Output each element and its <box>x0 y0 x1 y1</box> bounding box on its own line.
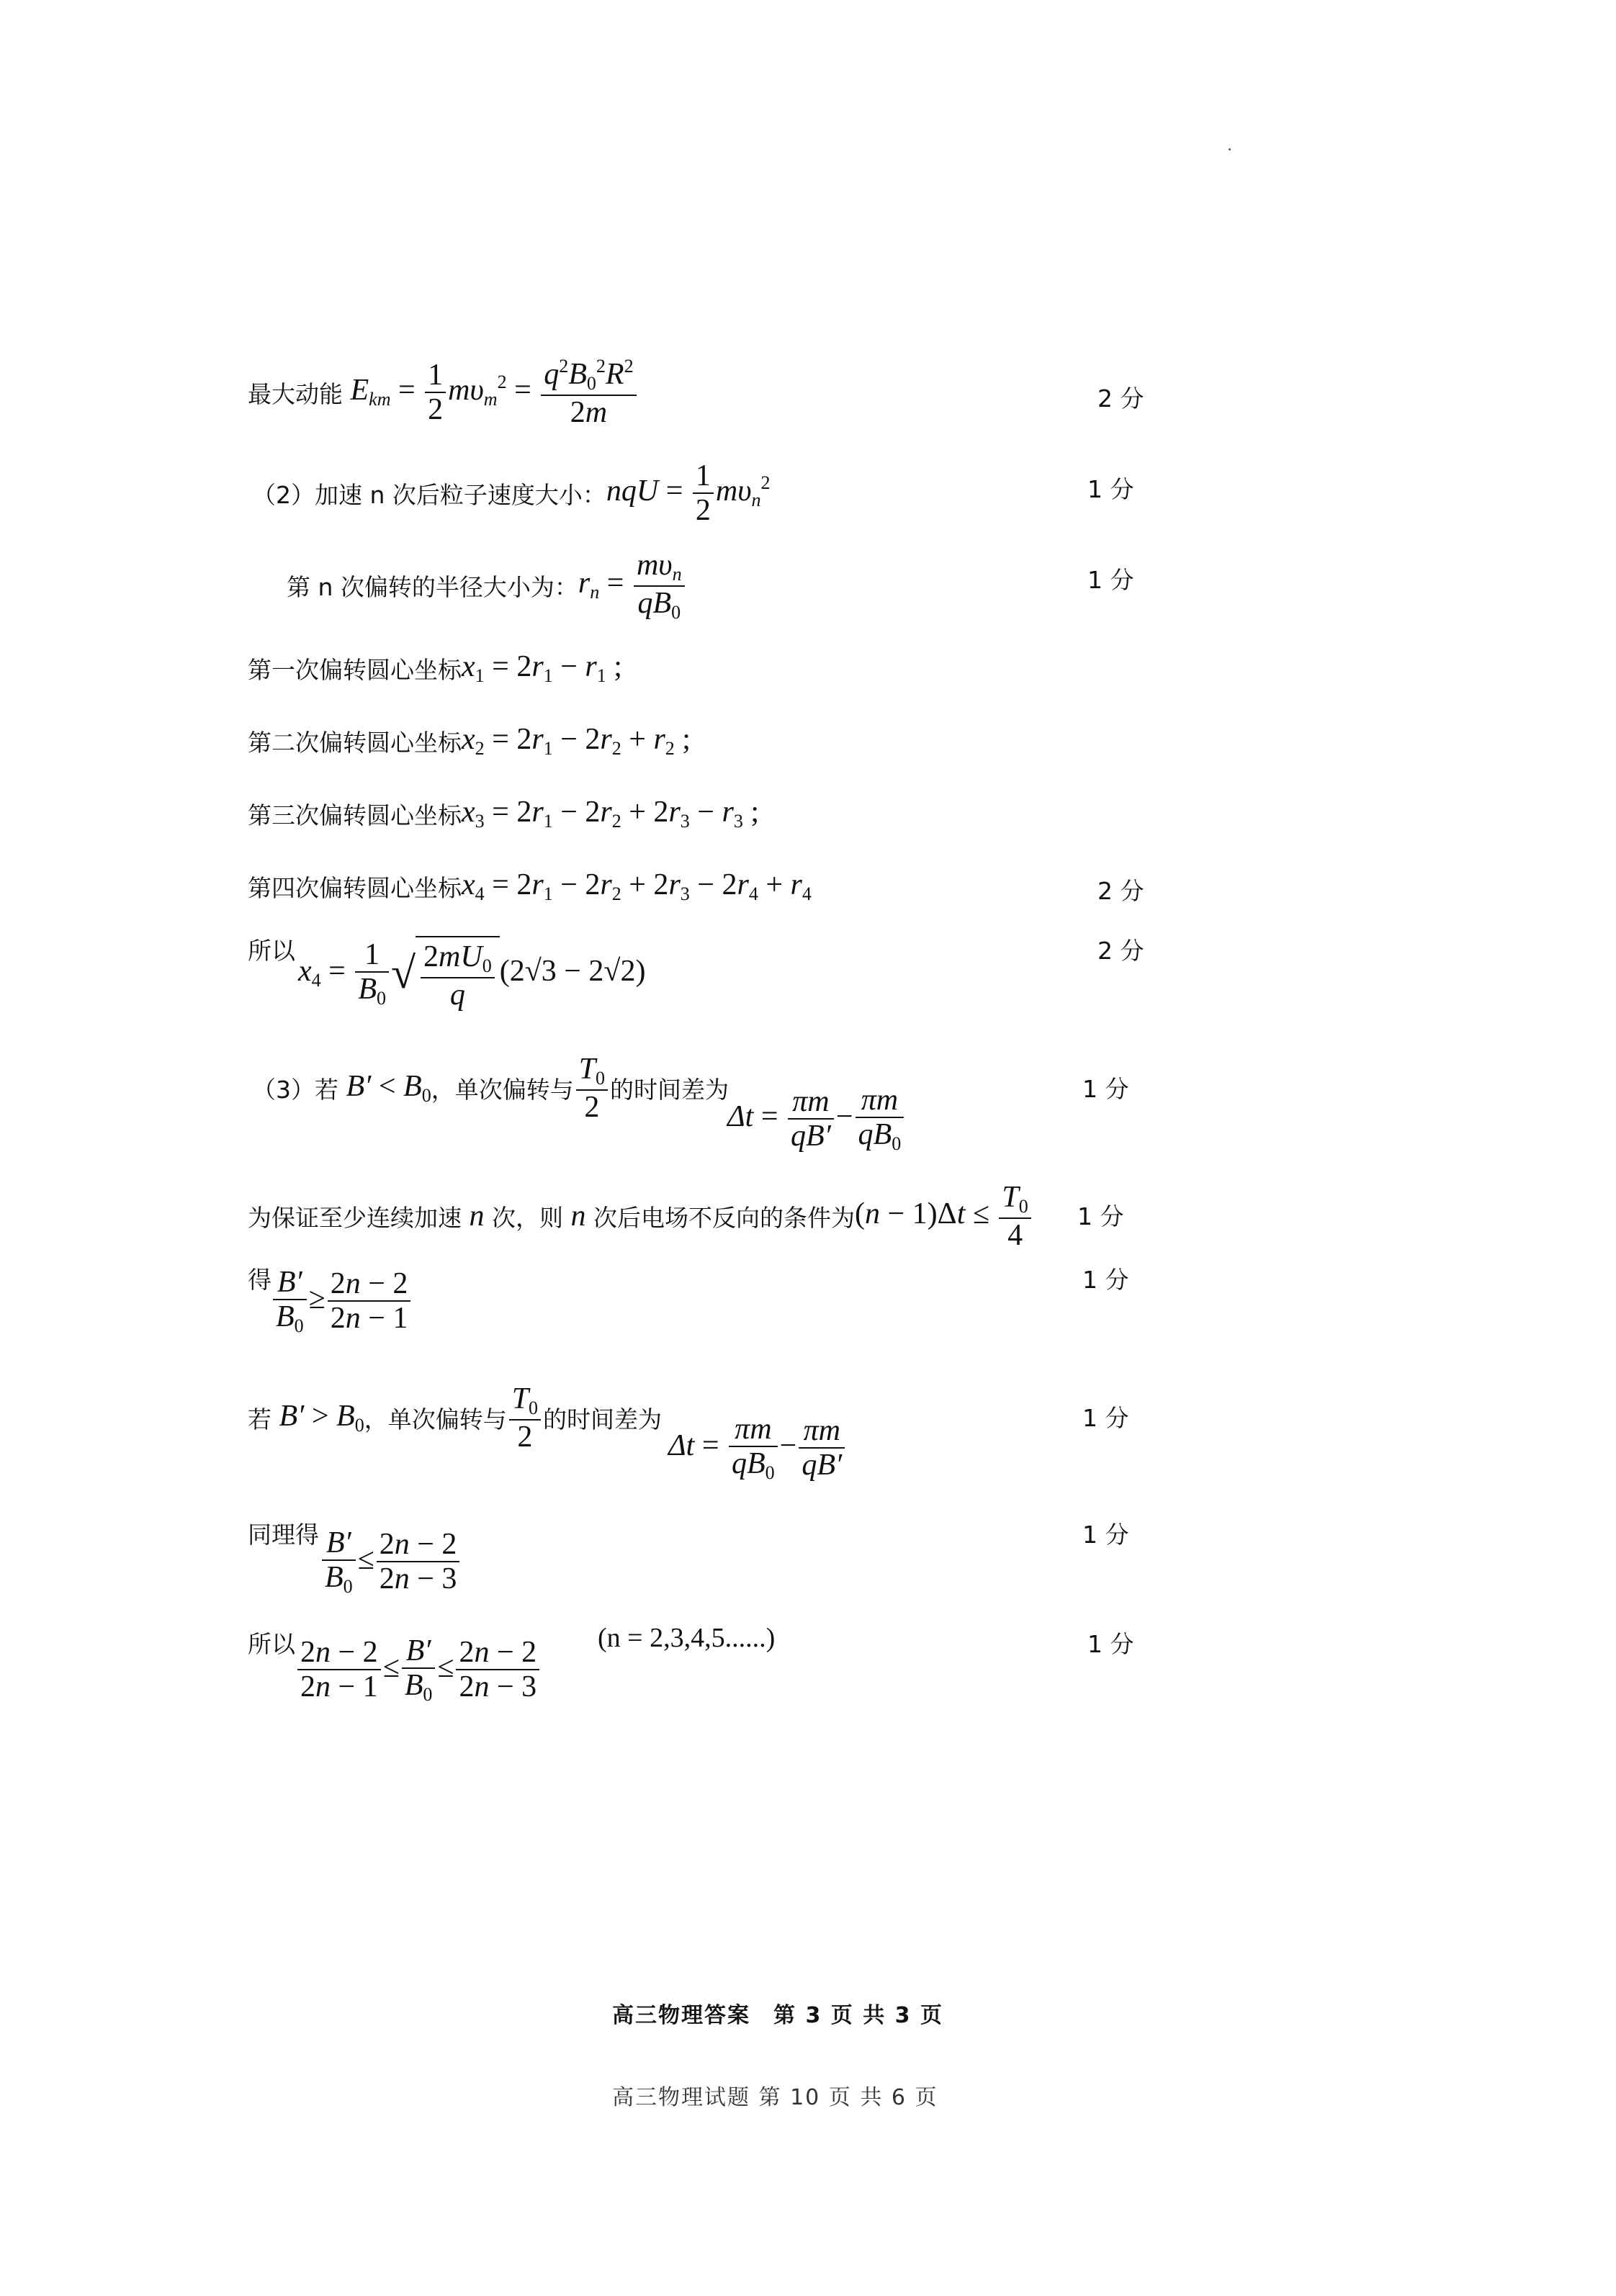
scan-dot <box>1229 148 1231 150</box>
line-center-1 <box>248 649 622 687</box>
formula-final-range: $\frac{2n - 2}{2n - 1}$ ≤ $\frac{B'}{B_0}$ ≤ $\frac{2n - 2}{2n - 3}$ <box>295 1634 542 1706</box>
label-time-diff: 的时间差为 <box>610 1075 730 1104</box>
line-center-3 <box>248 795 759 832</box>
score-11: 1 分 <box>1082 1266 1129 1294</box>
score-1: 2 分 <box>1097 384 1144 413</box>
line-center-4 <box>248 868 812 905</box>
score-9: 1 分 <box>1082 1075 1129 1103</box>
footer-answer-page: 高三物理答案 第 3 页 共 3 页 <box>612 2003 943 2028</box>
formula-b-greater: $B' > B_0$ <box>271 1400 364 1436</box>
score-7: 2 分 <box>1097 877 1144 905</box>
formula-ratio-lower: $\frac{B'}{B_0}$ ≥ $\frac{2n - 2}{2n - 1}$ <box>271 1266 413 1337</box>
formula-center-3: $x_3 = 2r_1 - 2r_2 + 2r_3 - r_3$ ; <box>462 796 760 832</box>
label-velocity-after-n: （2）加速 n 次后粒子速度大小： <box>252 480 606 509</box>
label-max-kinetic-energy: 最大动能 <box>248 379 343 408</box>
label-times-then: 次，则 <box>492 1203 563 1232</box>
var-n-1: n <box>462 1199 492 1233</box>
label-ensure: 为保证至少连续加速 <box>248 1203 462 1232</box>
label-therefore-2: 所以 <box>248 1630 295 1658</box>
formula-center-1: $x_1 = 2r_1 - r_1$ ; <box>462 650 622 686</box>
label-if-3: （3）若 <box>252 1075 338 1104</box>
score-13: 1 分 <box>1082 1521 1129 1549</box>
formula-max-kinetic-energy: $E_{km}$ = $\frac{1}{2}$ $m\upsilon_m^2$ = $\frac{q^2B_0^2R^2}{2m}$ <box>343 356 639 429</box>
score-2: 1 分 <box>1087 475 1134 503</box>
score-8: 2 分 <box>1097 937 1144 965</box>
line-radius-n <box>287 549 687 623</box>
formula-n-values: (n = 2,3,4,5......) <box>598 1623 776 1653</box>
score-3: 1 分 <box>1087 566 1134 594</box>
label-therefore-1: 所以 <box>248 937 295 965</box>
formula-center-4: $x_4 = 2r_1 - 2r_2 + 2r_3 - 2r_4 + r_4$ <box>462 868 812 904</box>
formula-center-2: $x_2 = 2r_1 - 2r_2 + r_2$ ; <box>462 723 691 759</box>
label-center-1: 第一次偏转圆心坐标 <box>248 655 462 684</box>
label-single-deflect: ，单次偏转与 <box>431 1075 574 1104</box>
formula-t0-half-2: $\frac{T_0}{2}$ <box>507 1382 543 1454</box>
line-case-b-greater <box>248 1382 662 1454</box>
formula-t0-half: $\frac{T_0}{2}$ <box>574 1053 610 1124</box>
label-center-4: 第四次偏转圆心坐标 <box>248 873 462 902</box>
formula-condition: (n − 1)Δt ≤ $\frac{T_0}{4}$ <box>855 1181 1033 1252</box>
formula-b-less: $B' < B_0$ <box>338 1070 431 1107</box>
label-radius-n: 第 n 次偏转的半径大小为： <box>287 573 578 602</box>
label-time-diff-2: 的时间差为 <box>543 1405 663 1433</box>
formula-velocity-after-n: nqU = $\frac{1}{2}$ $m\upsilon_n^2$ <box>606 459 771 528</box>
formula-radius-n: $r_n$ = $\frac{m\upsilon_n}{qB_0}$ <box>578 549 687 623</box>
var-n-2: n <box>563 1199 593 1233</box>
line-condition <box>248 1181 1033 1252</box>
score-12: 1 分 <box>1082 1404 1129 1432</box>
line-max-kinetic-energy <box>248 356 639 429</box>
label-center-2: 第二次偏转圆心坐标 <box>248 728 462 757</box>
footer-exam-page: 高三物理试题 第 10 页 共 6 页 <box>612 2085 938 2110</box>
formula-ratio-upper: $\frac{B'}{B_0}$ ≤ $\frac{2n - 2}{2n - 3}$ <box>320 1526 462 1598</box>
label-similarly: 同理得 <box>248 1521 319 1549</box>
label-field-condition: 次后电场不反向的条件为 <box>593 1203 855 1232</box>
line-velocity-after-n <box>252 459 771 527</box>
label-single-deflect-2: ，单次偏转与 <box>364 1405 507 1433</box>
label-center-3: 第三次偏转圆心坐标 <box>248 801 462 829</box>
line-center-2 <box>248 722 691 760</box>
label-if-greater: 若 <box>248 1405 271 1433</box>
line-case-b-less <box>252 1053 729 1124</box>
formula-x4-result: $x_4$ = $\frac{1}{B_0}$ √ $\frac{2mU_0}{q}$ (2√3 − 2√2) <box>298 936 645 1012</box>
formula-delta-t-2: Δt = $\frac{\pi m}{qB_0}$ − $\frac{\pi m}{qB'}$ <box>668 1413 847 1484</box>
formula-delta-t-1: Δt = $\frac{\pi m}{qB'}$ − $\frac{\pi m}{qB_0}$ <box>727 1084 906 1155</box>
score-10: 1 分 <box>1077 1202 1124 1230</box>
score-14: 1 分 <box>1087 1630 1134 1658</box>
label-obtain: 得 <box>248 1266 271 1294</box>
